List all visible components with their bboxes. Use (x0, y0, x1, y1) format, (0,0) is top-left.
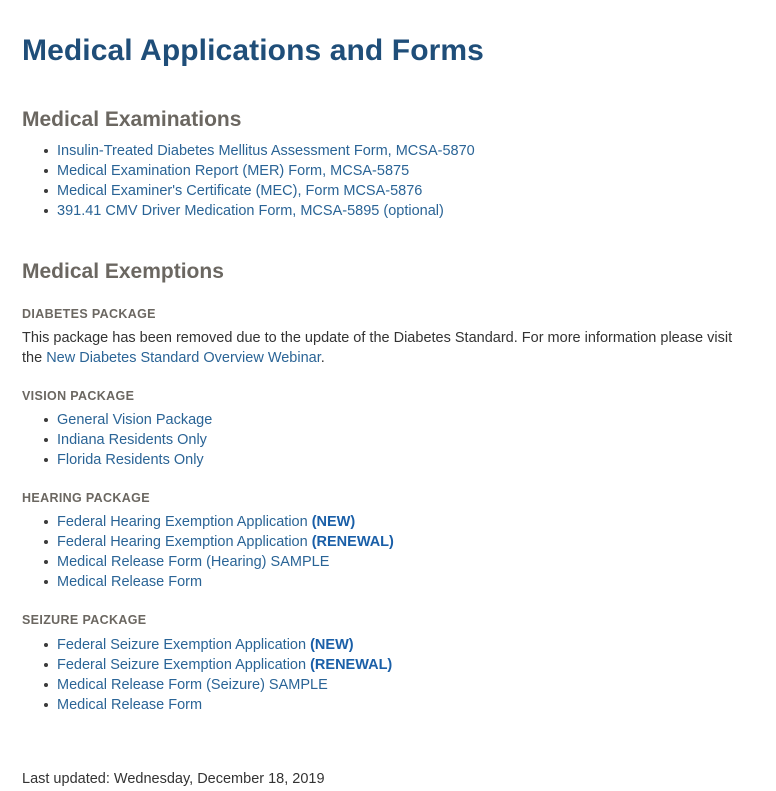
link-mec-form[interactable]: Medical Examiner's Certificate (MEC), Form MCSA-5876 (57, 183, 423, 200)
link-federal-hearing-exemption-application-renewal[interactable]: Federal Hearing Exemption Application (57, 534, 308, 551)
list-item (22, 635, 754, 655)
section-medical-examinations (22, 107, 754, 221)
link-federal-seizure-exemption-application-new[interactable]: Federal Seizure Exemption Application (57, 636, 307, 653)
link-mer-form[interactable]: Medical Examination Report (MER) Form, MCSA-5875 (57, 163, 410, 180)
link-medical-release-form-seizure[interactable]: Medical Release Form (57, 696, 203, 713)
tag-renewal: (RENEWAL) (306, 656, 393, 673)
link-itdm-assessment-form[interactable]: Insulin-Treated Diabetes Mellitus Assessment Form, MCSA-5870 (57, 143, 475, 160)
link-general-vision-package[interactable]: General Vision Package (57, 412, 213, 428)
seizure-package-list (22, 635, 754, 715)
sub-heading-diabetes-package: DIABETES PACKAGE (22, 306, 156, 321)
package-seizure (22, 612, 754, 714)
list-item (22, 532, 754, 552)
last-updated-text: Last updated: Wednesday, December 18, 2019 (22, 770, 325, 787)
page-title: Medical Applications and Forms (22, 34, 484, 67)
package-diabetes (22, 306, 754, 368)
vision-package-list (22, 410, 754, 470)
list-item (22, 450, 754, 470)
list-item (22, 410, 754, 430)
list-item (22, 512, 754, 532)
link-medical-release-form-seizure-sample[interactable]: Medical Release Form (Seizure) SAMPLE (57, 676, 328, 693)
list-item (22, 201, 754, 221)
link-indiana-residents-only[interactable]: Indiana Residents Only (57, 432, 207, 448)
tag-new: (NEW) (306, 636, 354, 653)
list-item (22, 141, 754, 161)
link-medical-release-form-hearing-sample[interactable]: Medical Release Form (Hearing) SAMPLE (57, 554, 330, 571)
list-item (22, 430, 754, 450)
package-hearing (22, 490, 754, 592)
list-item (22, 695, 754, 715)
section-heading-medical-examinations: Medical Examinations (22, 108, 242, 131)
list-item (22, 572, 754, 592)
list-item (22, 552, 754, 572)
medical-examinations-list (22, 141, 754, 221)
diabetes-package-paragraph (22, 328, 744, 368)
hearing-package-list (22, 512, 754, 592)
diabetes-paragraph-text-before: This package has been removed due to the update of the Diabetes Standard. For more information please visit the (22, 329, 733, 366)
tag-renewal: (RENEWAL) (307, 534, 394, 551)
sub-heading-seizure-package: SEIZURE PACKAGE (22, 613, 147, 628)
list-item (22, 655, 754, 675)
sub-heading-hearing-package: HEARING PACKAGE (22, 491, 150, 505)
link-cmv-driver-medication-form[interactable]: 391.41 CMV Driver Medication Form, MCSA-5895 (optional) (57, 203, 444, 220)
link-medical-release-form-hearing[interactable]: Medical Release Form (57, 574, 203, 591)
sub-heading-vision-package: VISION PACKAGE (22, 388, 135, 403)
link-florida-residents-only[interactable]: Florida Residents Only (57, 452, 204, 468)
section-heading-medical-exemptions: Medical Exemptions (22, 260, 224, 284)
link-federal-hearing-exemption-application-new[interactable]: Federal Hearing Exemption Application (57, 514, 308, 531)
list-item (22, 181, 754, 201)
section-medical-exemptions (22, 259, 754, 714)
link-federal-seizure-exemption-application-renewal[interactable]: Federal Seizure Exemption Application (57, 656, 307, 673)
list-item (22, 161, 754, 181)
list-item (22, 675, 754, 695)
diabetes-paragraph-text-after: . (320, 349, 325, 366)
tag-new: (NEW) (307, 514, 356, 531)
link-new-diabetes-standard-overview-webinar[interactable]: New Diabetes Standard Overview Webinar (46, 349, 321, 366)
package-vision (22, 388, 754, 470)
